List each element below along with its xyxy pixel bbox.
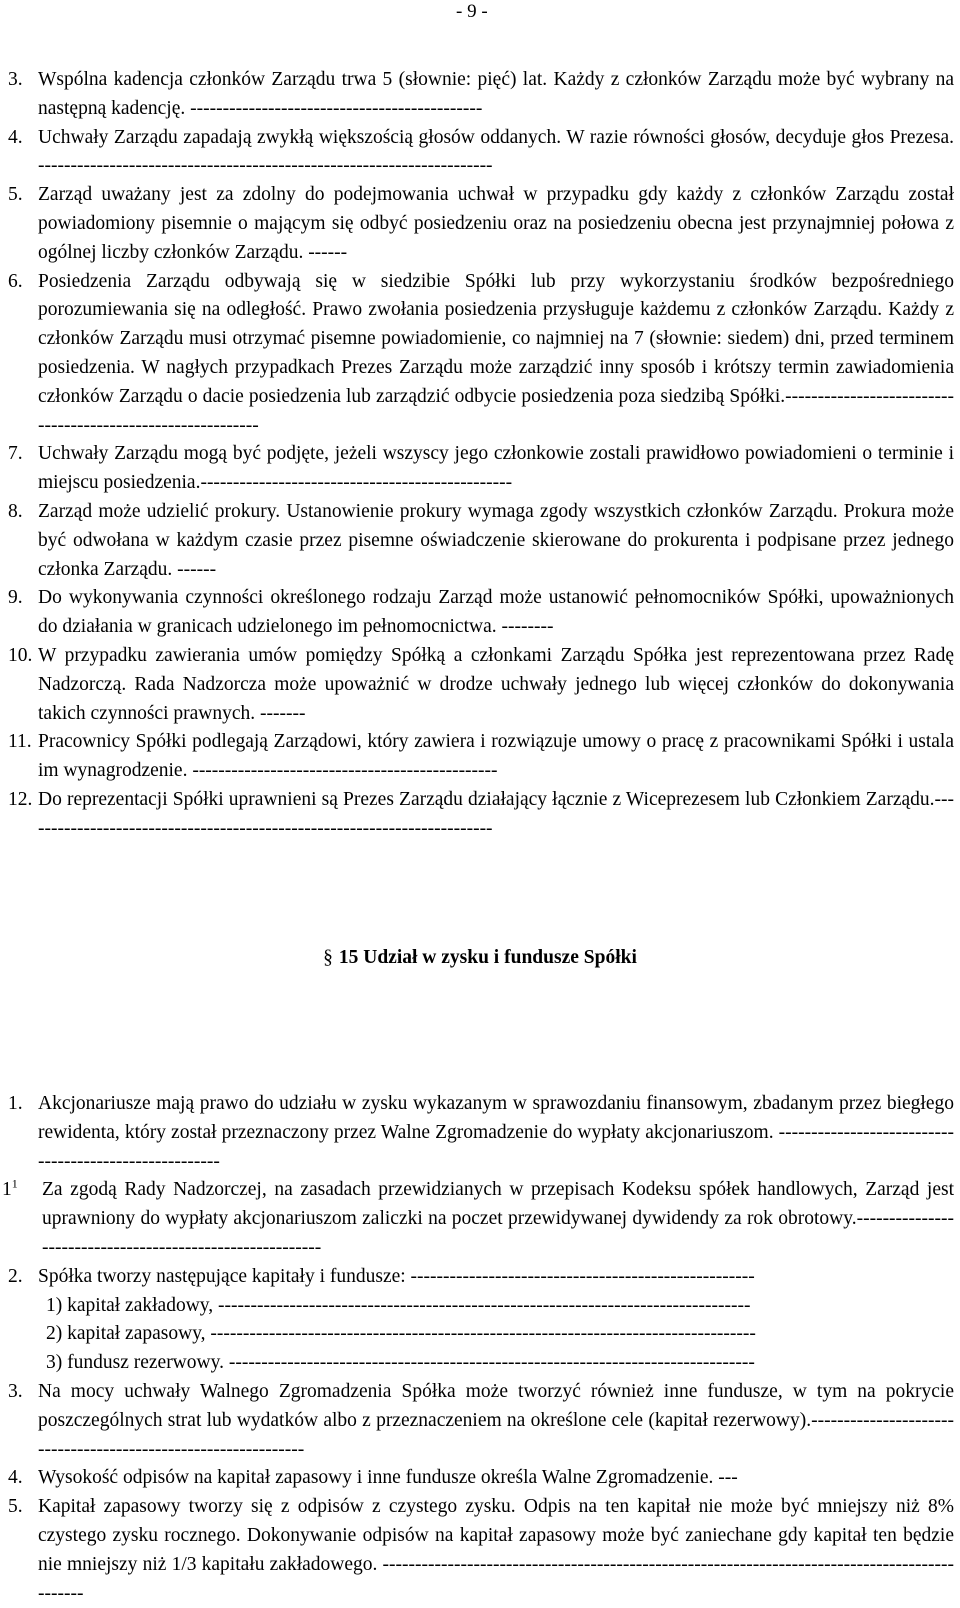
item-text: Na mocy uchwały Walnego Zgromadzenia Spółka może tworzyć również inne fundusze, w tym na pokrycie poszczególnych strat lub wydatków albo z przeznaczeniem na określone cele (kapitał rezerwowy).--------------------------------------------------------------- <box>38 1380 954 1460</box>
item-text: Posiedzenia Zarządu odbywają się w siedzibie Spółki lub przy wykorzystaniu środków bezpośredniego porozumiewania się na odległość. Prawo zwołania posiedzenia przysługuje każdemu z członków Zarządu. Każdy z członków Zarządu musi otrzymać pisemne powiadomienie, co najmniej na 7 (słownie: siedem) dni, przed terminem posiedzenia. W nagłych przypadkach Prezes Zarządu może zarządzić inny sposób i krótszy termin zawiadomienia członków Zarządu o dacie posiedzenia lub zarządzić odbycie posiedzenia poza siedzibą Spółki.------------------------------------------------------------ <box>38 270 954 436</box>
item-number: 12. <box>8 788 33 810</box>
item-text: Akcjonariusze mają prawo do udziału w zysku wykazanym w sprawozdaniu finansowym, zbadanym przez biegłego rewidenta, który został przeznaczony przez Walne Zgromadzenie do wypłaty akcjonariuszom. ------------------------------------------------------- <box>38 1093 954 1172</box>
item-number: 11. <box>8 731 32 753</box>
list-item <box>0 124 960 182</box>
item-number-superscript: 1 <box>11 1176 18 1191</box>
board-provisions-list <box>0 66 960 844</box>
item-number: 3. <box>8 1380 23 1402</box>
section-title: 15 Udział w zysku i fundusze Spółki <box>338 947 637 968</box>
list-item <box>0 584 960 642</box>
list-item <box>0 1263 960 1292</box>
item-text: Zarząd może udzielić prokury. Ustanowienie prokury wymaga zgody wszystkich członków Zarządu. Prokura może być odwołana w każdym czasie przez pisemne oświadczenie skierowane do prokurenta i podpisane przez jednego członka Zarządu. ------ <box>38 500 954 580</box>
item-number: 4. <box>8 126 23 148</box>
item-text: Pracownicy Spółki podlegają Zarządowi, który zawiera i rozwiązuje umowy o pracę z pracownikami Spółki i ustala im wynagrodzenie. ----------------------------------------------- <box>38 731 954 782</box>
item-text: Za zgodą Rady Nadzorczej, na zasadach przewidzianych w przepisach Kodeksu spółek handlowych, Zarząd jest uprawniony do wypłaty akcjonariuszom zaliczki na poczet przewidywanej dywidendy za rok obrotowy.---------------------------------------------------------- <box>42 1179 954 1258</box>
list-item <box>0 1464 960 1493</box>
list-item <box>0 66 960 124</box>
item-number: 5. <box>8 184 23 206</box>
list-item <box>0 1090 960 1176</box>
item-text: Do reprezentacji Spółki uprawnieni są Prezes Zarządu działający łącznie z Wiceprezesem lub Członkiem Zarządu.------------------------------------------------------------------------- <box>38 788 954 839</box>
profit-funds-list <box>0 1090 960 1608</box>
list-item <box>0 1493 960 1608</box>
section-heading <box>0 945 960 971</box>
sub-list-item: 3) fundusz rezerwowy. --------------------------------------------------------------------------------- <box>46 1352 755 1374</box>
item-text: Uchwały Zarządu zapadają zwykłą większością głosów oddanych. W razie równości głosów, decyduje głos Prezesa. ---------------------------------------------------------------------- <box>38 126 954 177</box>
item-number: 3. <box>8 69 23 90</box>
page-number: - 9 - <box>456 1 488 22</box>
list-item <box>0 440 960 498</box>
list-item <box>0 498 960 584</box>
item-number: 4. <box>8 1467 23 1489</box>
list-item <box>0 181 960 267</box>
item-text: Do wykonywania czynności określonego rodzaju Zarząd może ustanowić pełnomocników Spółki, upoważnionych do działania w granicach udzielonego im pełnomocnictwa. -------- <box>38 587 954 638</box>
item-number: 9. <box>8 587 23 609</box>
item-number: 8. <box>8 500 23 522</box>
item-number: 10. <box>8 644 33 666</box>
item-number: 1. <box>8 1093 23 1114</box>
sub-list-item: 2) kapitał zapasowy, ------------------------------------------------------------------------------------ <box>46 1323 756 1345</box>
item-text: Kapitał zapasowy tworzy się z odpisów z czystego zysku. Odpis na ten kapitał nie może być mniejszy niż 8% czystego zysku rocznego. Dokonywanie odpisów na kapitał zapasowy może być zaniechane gdy kapitał ten będzie nie mniejszy niż 1/3 kapitału zakładowego. ----------------------------------------------------------------------------------------------- <box>38 1496 954 1604</box>
item-number: 2. <box>8 1265 23 1287</box>
list-item <box>0 1176 960 1262</box>
list-item <box>0 786 960 844</box>
item-text: Zarząd uważany jest za zdolny do podejmowania uchwał w przypadku gdy każdy z członków Zarządu został powiadomiony pisemnie o mającym się odbyć posiedzeniu oraz na posiedzeniu obecna jest przynajmniej połowa z ogólnej liczby członków Zarządu. ------ <box>38 184 954 263</box>
list-item <box>0 728 960 786</box>
item-text: W przypadku zawierania umów pomiędzy Spółką a członkami Zarządu Spółka jest reprezentowana przez Radę Nadzorczą. Rada Nadzorcza może upoważnić w drodze uchwały jednego lub więcej członków do dokonywania takich czynności prawnych. ------- <box>38 644 954 724</box>
item-number: $1^1$ <box>2 1176 18 1201</box>
sub-list-item: 1) kapitał zakładowy, ---------------------------------------------------------------------------------- <box>46 1294 751 1316</box>
list-item <box>0 268 960 441</box>
item-text: Wspólna kadencja członków Zarządu trwa 5 (słownie: pięć) lat. Każdy z członków Zarządu może być wybrany na następną kadencję. --------------------------------------------- <box>38 69 954 119</box>
item-number: 6. <box>8 270 23 292</box>
item-number: 7. <box>8 443 23 465</box>
section-symbol: § <box>323 947 333 968</box>
list-item <box>0 1378 960 1464</box>
item-text: Spółka tworzy następujące kapitały i fundusze: ----------------------------------------------------- <box>38 1265 755 1287</box>
item-text: Wysokość odpisów na kapitał zapasowy i inne fundusze określa Walne Zgromadzenie. --- <box>38 1467 738 1489</box>
list-item <box>0 642 960 728</box>
item-number: 5. <box>8 1496 23 1518</box>
item-text: Uchwały Zarządu mogą być podjęte, jeżeli wszyscy jego członkowie zostali prawidłowo powiadomieni o terminie i miejscu posiedzenia.------------------------------------------------ <box>38 443 954 494</box>
